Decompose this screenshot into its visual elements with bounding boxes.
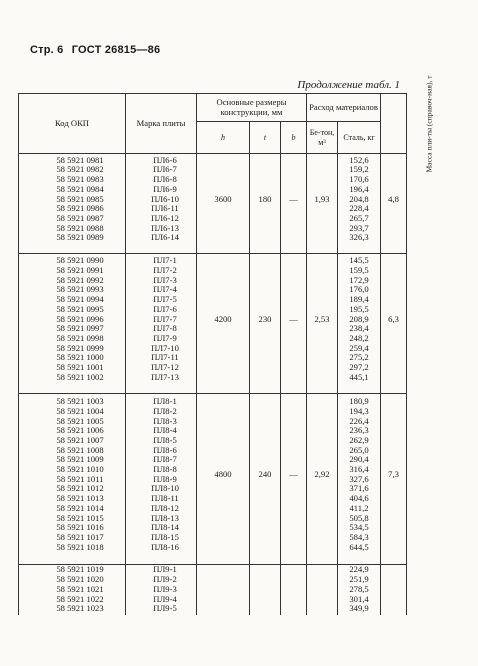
slab-mark-item: ПЛ9-1 [153,564,177,575]
okp-code-item: 58 5921 0995 [56,303,104,314]
steel-mass-item: 584,3 [349,531,369,542]
okp-code-item: 58 5921 1020 [56,574,104,585]
steel-mass-item: 228,4 [349,203,369,214]
header-beton: Бе-тон, м³ [307,122,338,154]
slab-mark-item: ПЛ6-13 [151,222,179,233]
header-consumption: Расход материалов [307,94,381,122]
steel-mass-item: 180,9 [349,396,369,407]
steel-mass-item: 326,3 [349,232,369,243]
table-row [19,564,407,615]
steel-mass-item: 152,6 [349,154,369,165]
okp-code-item: 58 5921 1014 [56,502,104,513]
slab-mark-item: ПЛ7-1 [153,255,177,266]
steel-mass-item: 316,4 [349,464,369,475]
size-t: 230 [250,253,281,385]
steel-mass-item: 411,2 [349,502,369,513]
header-sizes: Основные размеры конструкции, мм [197,94,307,122]
okp-code-item: 58 5921 1013 [56,493,104,504]
slab-mark [126,564,197,615]
okp-code-item: 58 5921 0993 [56,284,104,295]
slab-mark-item: ПЛ8-2 [153,405,177,416]
header-t: t [250,122,281,154]
steel-mass-item: 145,5 [349,255,369,266]
slab-mark-item: ПЛ7-4 [153,284,177,295]
header-mass [381,75,434,173]
okp-code-item: 58 5921 0984 [56,183,104,194]
slab-mark-item: ПЛ6-6 [153,154,177,165]
steel-mass-item: 176,0 [349,284,369,295]
okp-code-item: 58 5921 1018 [56,541,104,552]
size-t [250,564,281,615]
okp-code-item: 58 5921 1010 [56,464,104,475]
header-steel: Сталь, кг [338,122,381,154]
slab-mark-item: ПЛ8-11 [151,493,179,504]
slab-mark-item: ПЛ8-14 [151,522,179,533]
steel-mass-item: 238,4 [349,323,369,334]
okp-code-item: 58 5921 0999 [56,342,104,353]
slab-mass: 7,3 [381,394,407,556]
steel-mass [338,154,381,245]
beton-volume [307,564,338,615]
group-spacer [19,245,407,254]
size-b: — [281,253,307,385]
slab-mass [381,564,407,615]
slab-mark-item: ПЛ6-12 [151,212,179,223]
slab-mark-item: ПЛ7-5 [153,294,177,305]
slab-mark-item: ПЛ7-2 [153,265,177,276]
okp-code-item: 58 5921 1022 [56,593,104,604]
steel-mass-item: 236,3 [349,425,369,436]
group-spacer [19,385,407,394]
steel-mass-item: 170,6 [349,174,369,185]
slab-mark-item: ПЛ7-9 [153,332,177,343]
slab-mark-item: ПЛ8-5 [153,434,177,445]
steel-mass-item: 248,2 [349,332,369,343]
okp-code-item: 58 5921 0992 [56,274,104,285]
table-continuation-label: Продолжение табл. 1 [297,79,400,91]
okp-code-item: 58 5921 1023 [56,603,104,614]
okp-code-item: 58 5921 0986 [56,203,104,214]
slab-mark-item: ПЛ8-1 [153,396,177,407]
steel-mass [338,253,381,385]
steel-mass-item: 265,0 [349,444,369,455]
okp-code-item: 58 5921 1017 [56,531,104,542]
table-row [19,394,407,556]
okp-code-item: 58 5921 1009 [56,454,104,465]
size-b [281,564,307,615]
steel-mass-item: 224,9 [349,564,369,575]
okp-code-item: 58 5921 0994 [56,294,104,305]
okp-code-item: 58 5921 0982 [56,164,104,175]
slab-mark [126,253,197,385]
steel-mass-item: 445,1 [349,371,369,382]
group-spacer [19,556,407,565]
steel-mass-item: 275,2 [349,352,369,363]
okp-code [19,154,126,245]
slab-mark-item: ПЛ6-10 [151,193,179,204]
slab-mark-item: ПЛ7-12 [151,362,179,373]
okp-code-item: 58 5921 0989 [56,232,104,243]
okp-code-item: 58 5921 1006 [56,425,104,436]
slab-mark-item: ПЛ8-13 [151,512,179,523]
slab-mark-item: ПЛ8-6 [153,444,177,455]
slab-mark-item: ПЛ8-3 [153,415,177,426]
slab-mark-item: ПЛ7-8 [153,323,177,334]
okp-code-item: 58 5921 0996 [56,313,104,324]
header-b: b [281,122,307,154]
slab-mark [126,394,197,556]
okp-code-item: 58 5921 1003 [56,396,104,407]
steel-mass-item: 505,8 [349,512,369,523]
beton-volume: 2,53 [307,253,338,385]
steel-mass-item: 226,4 [349,415,369,426]
steel-mass-item: 172,9 [349,274,369,285]
slab-mark-item: ПЛ6-11 [151,203,179,214]
size-t: 180 [250,154,281,245]
slab-mass: 6,3 [381,253,407,385]
okp-code-item: 58 5921 1002 [56,371,104,382]
okp-code-item: 58 5921 1005 [56,415,104,426]
slab-mark-item: ПЛ7-6 [153,303,177,314]
steel-mass-item: 195,5 [349,303,369,314]
steel-mass-item: 259,4 [349,342,369,353]
okp-code-item: 58 5921 0983 [56,174,104,185]
slab-mark-item: ПЛ6-9 [153,183,177,194]
header-h: h [197,122,250,154]
steel-mass-item: 208,9 [349,313,369,324]
size-h: 4800 [197,394,250,556]
okp-code-item: 58 5921 0998 [56,332,104,343]
steel-mass-item: 194,3 [349,405,369,416]
steel-mass-item: 265,7 [349,212,369,223]
okp-code-item: 58 5921 1007 [56,434,104,445]
okp-code-item: 58 5921 0988 [56,222,104,233]
steel-mass-item: 404,6 [349,493,369,504]
steel-mass [338,394,381,556]
steel-mass-item: 644,5 [349,541,369,552]
size-t: 240 [250,394,281,556]
okp-code-item: 58 5921 0985 [56,193,104,204]
size-b: — [281,394,307,556]
size-h [197,564,250,615]
table-row [19,253,407,385]
steel-mass-item: 204,8 [349,193,369,204]
steel-mass-item: 327,6 [349,473,369,484]
slab-mark-item: ПЛ8-10 [151,483,179,494]
slab-mark-item: ПЛ8-8 [153,464,177,475]
slab-mark-item: ПЛ8-16 [151,541,179,552]
header-mass-label: Масса пли-ты (справоч-ная), т [424,75,434,173]
steel-mass-item: 278,5 [349,583,369,594]
page-header [30,44,160,56]
steel-mass-item: 349,9 [349,603,369,614]
steel-mass-item: 196,4 [349,183,369,194]
size-h: 3600 [197,154,250,245]
steel-mass-item: 251,9 [349,574,369,585]
okp-code-item: 58 5921 1019 [56,564,104,575]
slab-mark-item: ПЛ7-13 [151,371,179,382]
beton-volume: 1,93 [307,154,338,245]
standard-number: ГОСТ 26815—86 [71,44,161,56]
slab-mark-item: ПЛ7-10 [151,342,179,353]
okp-code-item: 58 5921 0990 [56,255,104,266]
slab-mark-item: ПЛ7-7 [153,313,177,324]
steel-mass-item: 262,9 [349,434,369,445]
steel-mass-item: 159,5 [349,265,369,276]
slab-mark-item: ПЛ8-4 [153,425,177,436]
steel-mass-item: 159,2 [349,164,369,175]
slab-mark-item: ПЛ6-7 [153,164,177,175]
table-body [19,154,407,616]
okp-code-item: 58 5921 1000 [56,352,104,363]
slab-mark-item: ПЛ6-8 [153,174,177,185]
steel-mass-item: 290,4 [349,454,369,465]
steel-mass-item: 534,5 [349,522,369,533]
steel-mass-item: 297,2 [349,362,369,373]
slab-mark-item: ПЛ9-5 [153,603,177,614]
okp-code-item: 58 5921 1001 [56,362,104,373]
header-code: Код ОКП [19,94,126,154]
okp-code-item: 58 5921 1016 [56,522,104,533]
okp-code-item: 58 5921 1012 [56,483,104,494]
slab-mark-item: ПЛ9-3 [153,583,177,594]
slab-mark-item: ПЛ8-7 [153,454,177,465]
beton-volume: 2,92 [307,394,338,556]
steel-mass-item: 293,7 [349,222,369,233]
okp-code-item: 58 5921 0987 [56,212,104,223]
page-number: Стр. 6 [30,44,64,56]
okp-code-item: 58 5921 1015 [56,512,104,523]
steel-mass-item: 371,6 [349,483,369,494]
slab-mass: 4,8 [381,154,407,245]
okp-code [19,394,126,556]
slab-mark [126,154,197,245]
steel-mass-item: 301,4 [349,593,369,604]
slab-mark-item: ПЛ9-4 [153,593,177,604]
slab-mark-item: ПЛ9-2 [153,574,177,585]
table-row [19,154,407,245]
okp-code-item: 58 5921 0981 [56,154,104,165]
slab-mark-item: ПЛ7-11 [151,352,179,363]
okp-code-item: 58 5921 0991 [56,265,104,276]
slab-mark-item: ПЛ7-3 [153,274,177,285]
okp-code-item: 58 5921 1008 [56,444,104,455]
steel-mass [338,564,381,615]
steel-mass-item: 189,4 [349,294,369,305]
okp-code [19,564,126,615]
okp-code-item: 58 5921 1011 [56,473,104,484]
slab-mark-item: ПЛ8-12 [151,502,179,513]
size-b: — [281,154,307,245]
okp-code [19,253,126,385]
slab-mark-item: ПЛ8-15 [151,531,179,542]
okp-code-item: 58 5921 1004 [56,405,104,416]
slab-mark-item: ПЛ6-14 [151,232,179,243]
size-h: 4200 [197,253,250,385]
okp-code-item: 58 5921 0997 [56,323,104,334]
okp-code-item: 58 5921 1021 [56,583,104,594]
header-mark: Марка плиты [126,94,197,154]
slab-mark-item: ПЛ8-9 [153,473,177,484]
